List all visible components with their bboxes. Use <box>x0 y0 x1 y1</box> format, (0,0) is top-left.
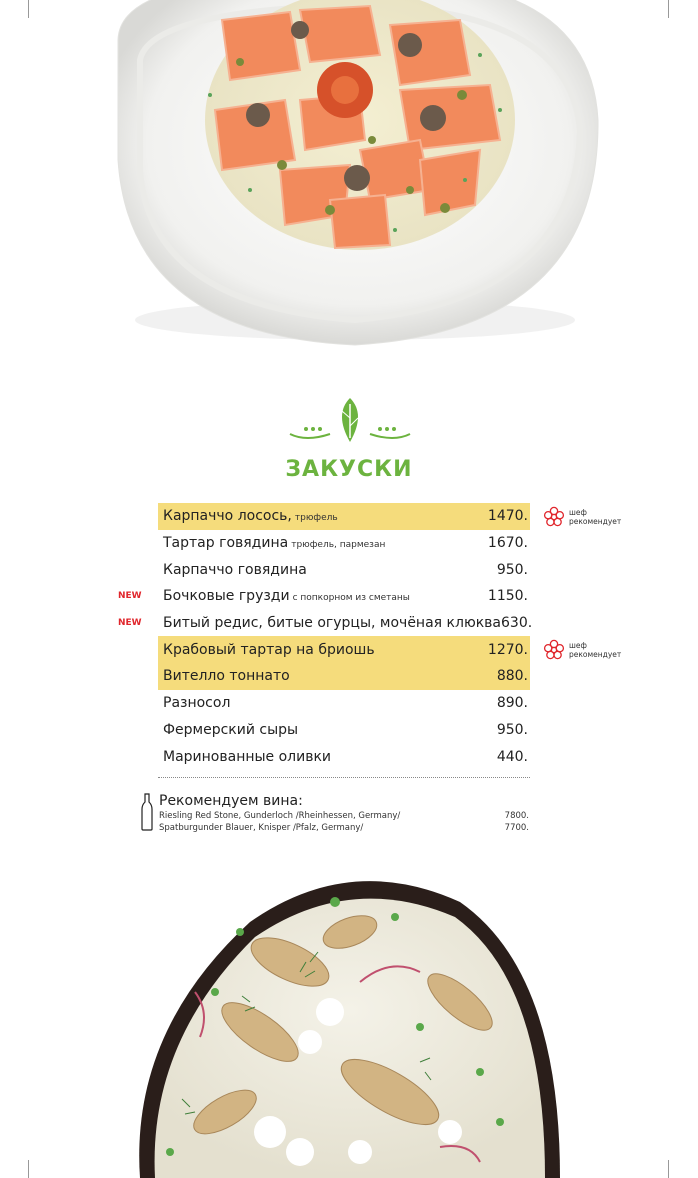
chef-line-2: рекомендует <box>569 517 622 526</box>
chef-line-1: шеф <box>569 641 587 651</box>
menu-item <box>158 636 622 663</box>
mushroom-dish-photo <box>0 862 698 1178</box>
chef-line-2: рекомендует <box>569 650 622 660</box>
menu-item <box>158 503 622 530</box>
menu-item-name: Бочковые грузди <box>163 588 290 605</box>
menu-list <box>118 503 622 770</box>
wine-price: 7700. <box>504 823 529 833</box>
menu-item-name: Карпаччо лосось, <box>163 508 292 525</box>
menu-item-name: Карпаччо говядина <box>163 561 307 578</box>
new-badge: NEW <box>118 617 142 628</box>
wine-item <box>159 822 531 834</box>
leaf-emblem-icon <box>286 396 414 446</box>
wine-price: 7800. <box>504 811 529 821</box>
menu-item <box>158 556 530 583</box>
menu-item-note: с попкорном из сметаны <box>292 593 410 604</box>
menu-item-name: Крабовый тартар на бриошь <box>163 641 375 658</box>
chef-recommends-badge <box>543 639 633 661</box>
menu-item-name: Маринованные оливки <box>163 748 332 765</box>
wine-name: Spatburgunder Blauer, Knisper /Pfalz, Germany/ <box>159 823 364 833</box>
menu-item-name-group <box>163 535 385 551</box>
menu-item-price: 950. <box>496 721 528 738</box>
menu-item-price: 880. <box>496 668 528 685</box>
chef-flower-icon <box>543 639 565 661</box>
menu-item-name-group <box>163 695 230 711</box>
menu-item-price: 440. <box>496 748 528 765</box>
menu-item-note: трюфель <box>294 513 338 524</box>
chef-line-1: шеф <box>569 508 587 517</box>
menu-item-price: 630. <box>501 615 533 632</box>
menu-item-name-group <box>163 508 338 524</box>
menu-item <box>118 610 533 637</box>
menu-item-name-group <box>163 749 331 765</box>
menu-item-name: Вителло тоннато <box>163 668 290 685</box>
menu-item-price: 950. <box>496 561 528 578</box>
menu-item-price: 1270. <box>487 641 528 658</box>
menu-item-price: 890. <box>496 695 528 712</box>
menu-item <box>158 530 530 557</box>
menu-item-note: трюфель, пармезан <box>291 540 386 551</box>
menu-item-name-group <box>163 642 375 658</box>
menu-item-name-group <box>163 588 410 604</box>
chef-recommends-badge <box>543 506 633 528</box>
menu-item-name: Битый редис, битые огурцы, мочёная клюква <box>163 615 502 632</box>
wine-bottle-icon <box>141 793 153 831</box>
menu-item <box>158 717 530 744</box>
menu-item <box>158 690 530 717</box>
menu-item <box>158 743 530 770</box>
section-title: ЗАКУСКИ <box>285 457 413 482</box>
wine-title: Рекомендуем вина: <box>159 793 303 809</box>
wine-item <box>159 810 531 822</box>
new-badge: NEW <box>118 591 142 602</box>
menu-item-name: Фермерский сыры <box>163 721 299 738</box>
chef-recommends-text <box>569 641 621 659</box>
chef-flower-icon <box>543 506 565 528</box>
menu-item-price: 1470. <box>487 508 528 525</box>
menu-item-price: 1670. <box>487 535 528 552</box>
chef-recommends-text <box>569 508 621 526</box>
menu-item-name: Тартар говядина <box>163 535 289 552</box>
menu-item-price: 1150. <box>487 588 528 605</box>
menu-item <box>118 583 530 610</box>
menu-item-name-group <box>163 615 501 631</box>
dotted-divider <box>158 777 530 778</box>
wine-name: Riesling Red Stone, Gunderloch /Rheinhessen, Germany/ <box>159 811 401 821</box>
menu-item <box>158 663 530 690</box>
wine-recommendations <box>159 793 531 834</box>
menu-item-name-group <box>163 562 307 578</box>
menu-item-name-group <box>163 722 298 738</box>
menu-item-name: Разносол <box>163 695 231 712</box>
menu-item-name-group <box>163 668 290 684</box>
salmon-carpaccio-photo <box>0 0 698 370</box>
